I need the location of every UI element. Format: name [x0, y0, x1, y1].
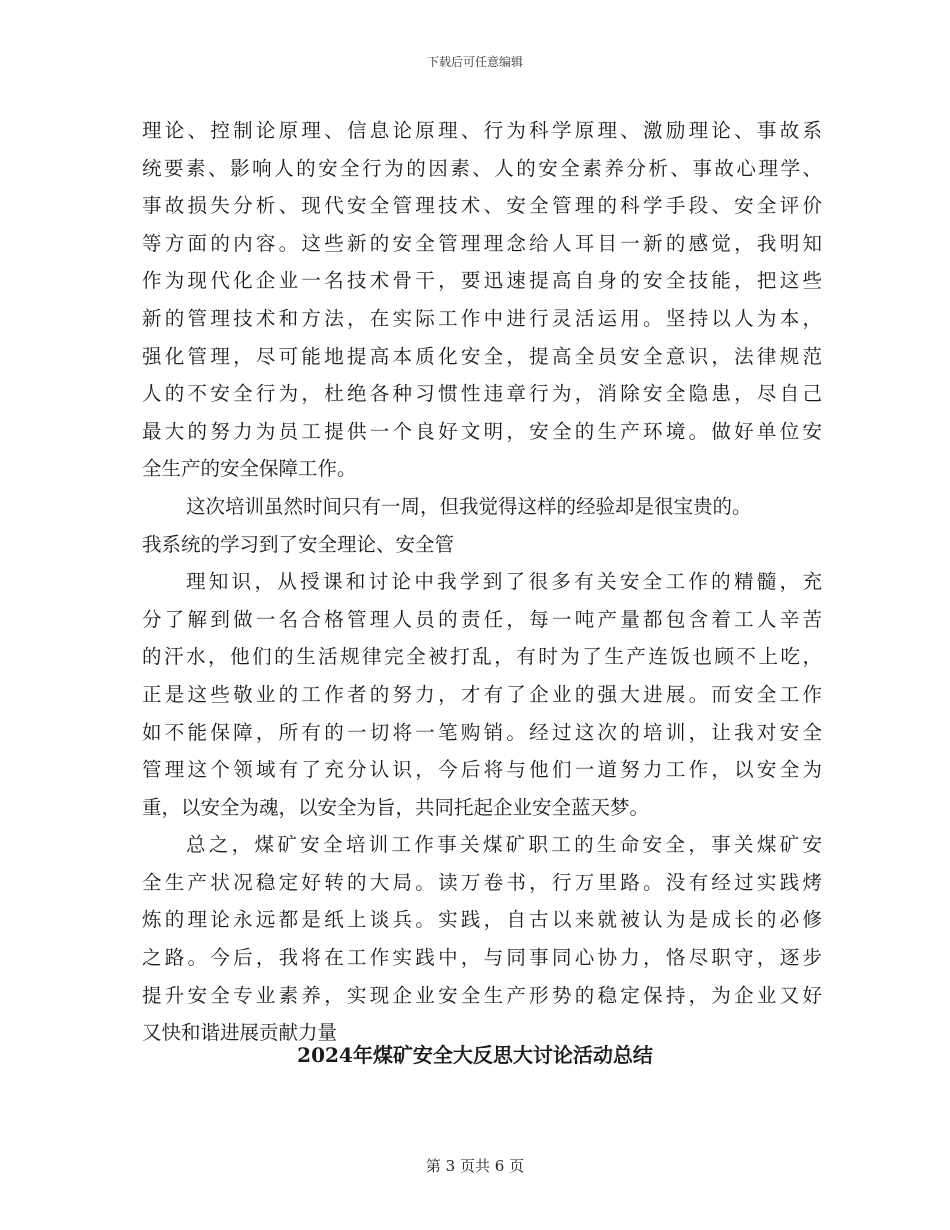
text-line: 全生产状况稳定好转的大局。读万卷书，行万里路。没有经过实践烤: [142, 870, 822, 894]
text-line: 如不能保障，所有的一切将一笔购销。经过这次的培训，让我对安全: [142, 720, 822, 744]
text-line: 又快和谐进展贡献力量: [142, 1021, 338, 1045]
text-line: 正是这些敬业的工作者的努力，才有了企业的强大进展。而安全工作: [142, 682, 822, 706]
text-line: 我系统的学习到了安全理论、安全管: [142, 532, 455, 556]
text-line: 管理这个领域有了充分认识，今后将与他们一道努力工作，以安全为: [142, 758, 822, 782]
text-line: 理知识，从授课和讨论中我学到了很多有关安全工作的精髓，充: [186, 570, 822, 594]
text-line: 提升安全专业素养，实现企业安全生产形势的稳定保持，为企业又好: [142, 983, 822, 1007]
text-line: 等方面的内容。这些新的安全管理理念给人耳目一新的感觉，我明知: [142, 231, 822, 255]
text-line: 作为现代化企业一名技术骨干，要迅速提高自身的安全技能，把这些: [142, 269, 822, 293]
text-line: 分了解到做一名合格管理人员的责任，每一吨产量都包含着工人辛苦: [142, 607, 822, 631]
text-line: 的汗水，他们的生活规律完全被打乱，有时为了生产连饭也顾不上吃，: [142, 645, 822, 669]
document-body: [142, 112, 822, 1052]
section-title: 2024年煤矿安全大反思大讨论活动总结: [297, 1043, 653, 1067]
text-line: 总之，煤矿安全培训工作事关煤矿职工的生命安全，事关煤矿安: [186, 833, 822, 857]
page-header: 下载后可任意编辑: [426, 55, 523, 69]
text-line: 全生产的安全保障工作。: [142, 457, 357, 481]
text-line: 强化管理，尽可能地提高本质化安全，提高全员安全意识，法律规范: [142, 344, 822, 368]
text-line: 事故损失分析、现代安全管理技术、安全管理的科学手段、安全评价: [142, 194, 822, 218]
text-line: 重，以安全为魂，以安全为旨，共同托起企业安全蓝天梦。: [142, 795, 650, 819]
text-line: 人的不安全行为，杜绝各种习惯性违章行为，消除安全隐患，尽自己: [142, 382, 822, 406]
page-footer: 第 3 页共 6 页: [425, 1157, 525, 1175]
text-line: 统要素、影响人的安全行为的因素、人的安全素养分析、事故心理学、: [142, 156, 822, 180]
text-line: 最大的努力为员工提供一个良好文明，安全的生产环境。做好单位安: [142, 419, 822, 443]
text-line: 理论、控制论原理、信息论原理、行为科学原理、激励理论、事故系: [142, 119, 822, 142]
text-line: 新的管理技术和方法，在实际工作中进行灵活运用。坚持以人为本，: [142, 306, 822, 330]
text-line: 这次培训虽然时间只有一周，但我觉得这样的经验却是很宝贵的。: [186, 494, 752, 518]
text-line: 之路。今后，我将在工作实践中，与同事同心协力，恪尽职守，逐步: [142, 946, 822, 970]
text-line: 炼的理论永远都是纸上谈兵。实践，自古以来就被认为是成长的必修: [142, 908, 822, 932]
